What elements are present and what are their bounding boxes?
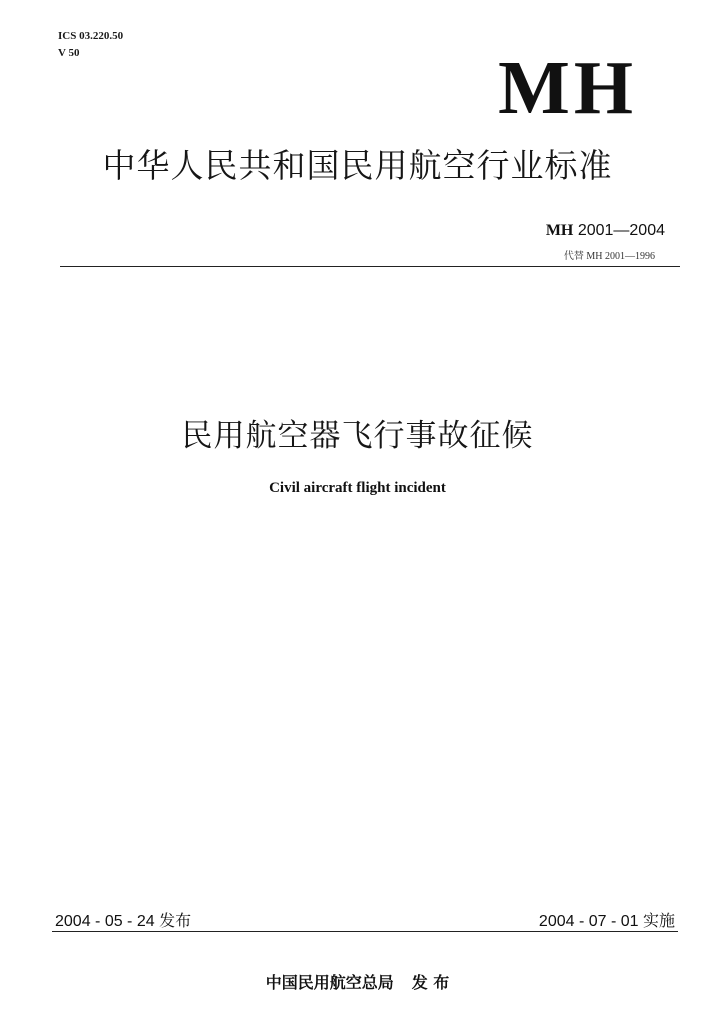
standard-number — [546, 222, 665, 240]
standard-number-value: 2001—2004 — [577, 222, 665, 239]
document-title-english: Civil aircraft flight incident — [269, 480, 446, 496]
publisher-action: 发 布 — [411, 973, 450, 992]
classification-codes — [58, 28, 123, 62]
ccs-code: V 50 — [58, 47, 80, 59]
standard-number-prefix: MH — [545, 222, 574, 239]
bottom-divider — [52, 931, 678, 932]
standard-logo: MH — [498, 46, 637, 130]
ics-code: ICS 03.220.50 — [58, 30, 124, 42]
organization-title: 中华人民共和国民用航空行业标准 — [102, 146, 613, 185]
implement-date: 2004 - 07 - 01 实施 — [538, 913, 675, 930]
publisher-name: 中国民用航空总局 — [265, 973, 394, 992]
replaces-standard: 代替 MH 2001—1996 — [563, 251, 655, 262]
top-divider — [60, 266, 680, 267]
publish-date: 2004 - 05 - 24 发布 — [55, 913, 192, 930]
document-title-chinese: 民用航空器飞行事故征候 — [181, 418, 534, 454]
publisher-line — [0, 970, 715, 993]
